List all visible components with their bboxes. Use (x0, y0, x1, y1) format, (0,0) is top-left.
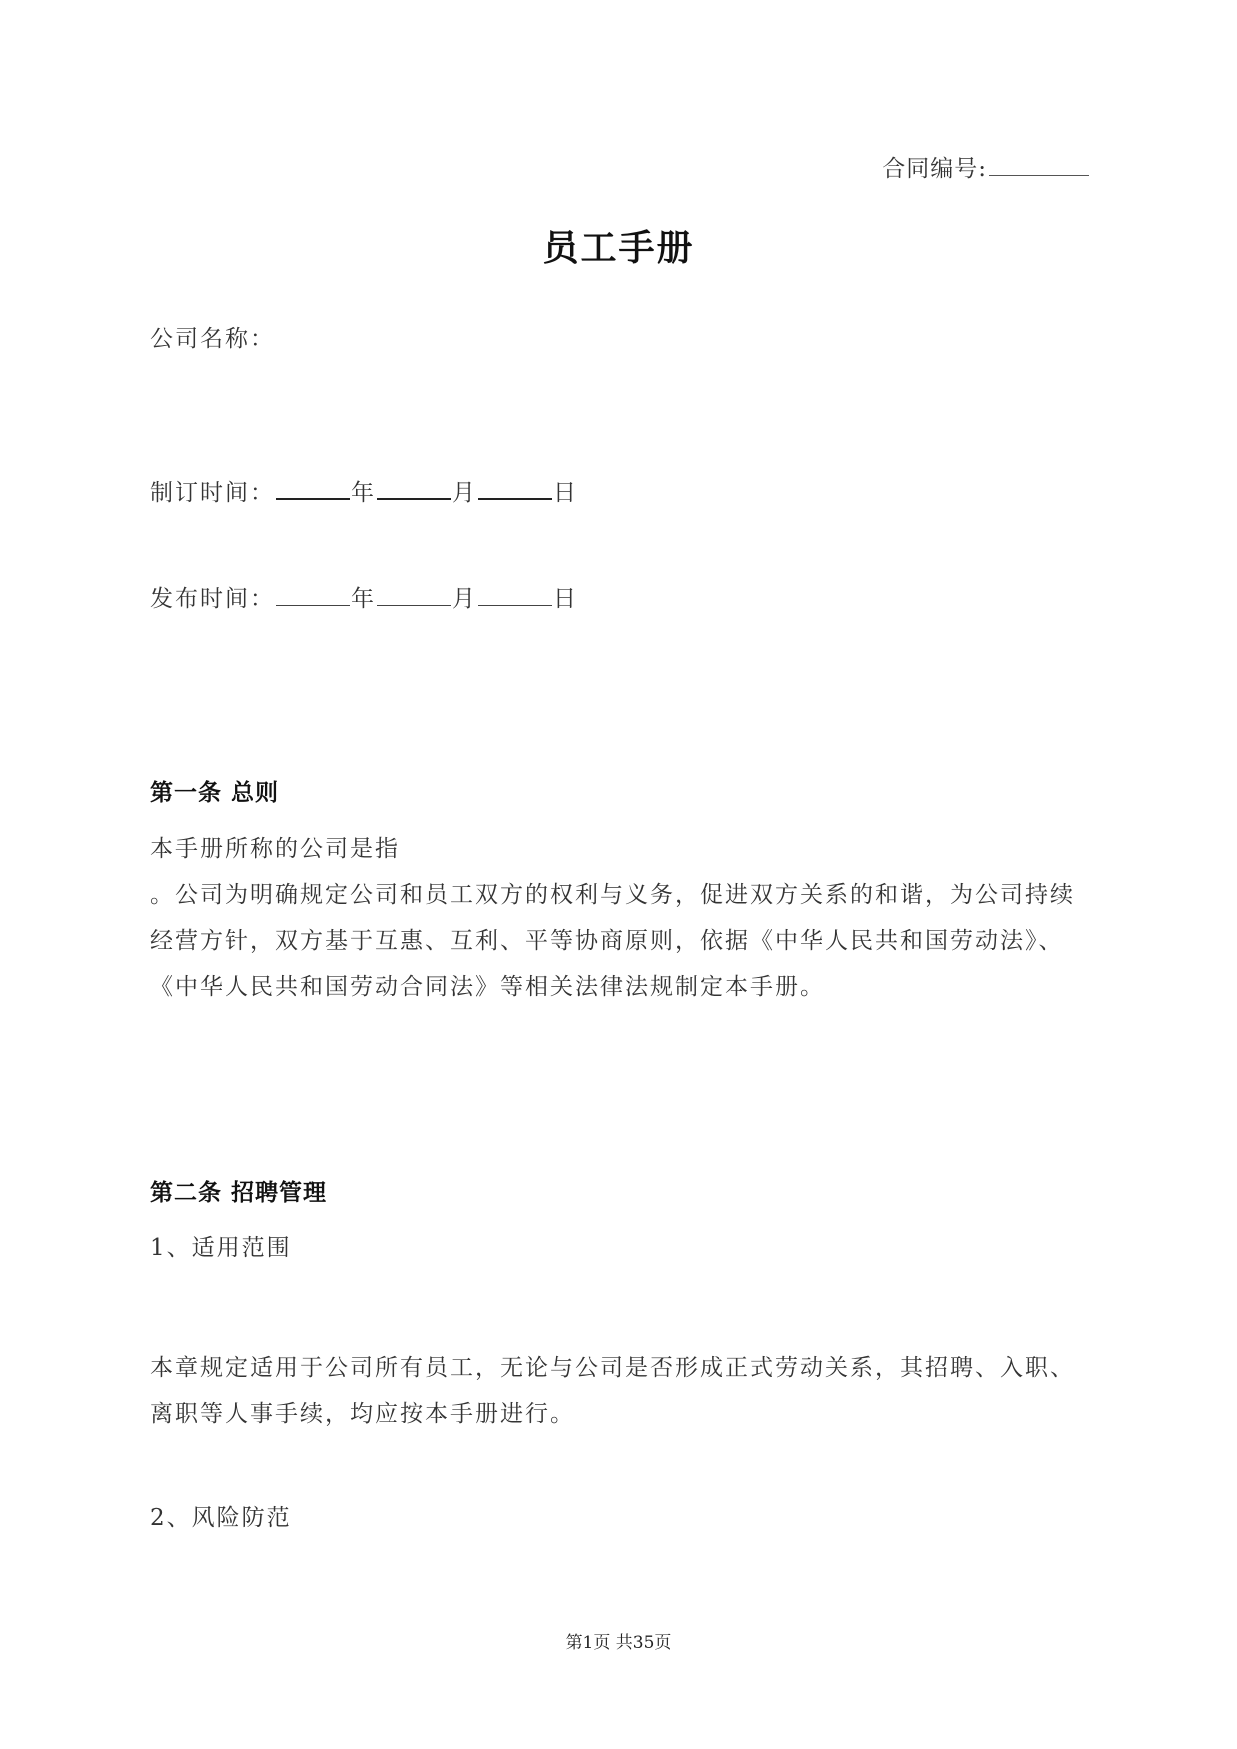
month-label: 月 (452, 480, 477, 506)
section-1-body (150, 826, 1075, 1010)
company-name-field (150, 320, 275, 353)
published-date-line (150, 580, 578, 613)
day-label: 日 (553, 586, 578, 612)
item-2-title: 2、风险防范 (150, 1505, 292, 1531)
drafted-month-blank[interactable] (377, 476, 451, 500)
contract-number-label: 合同编号: (882, 156, 987, 182)
year-label: 年 (351, 480, 376, 506)
drafted-year-blank[interactable] (276, 476, 350, 500)
section-1-heading: 第一条 总则 (150, 780, 280, 806)
published-year-blank[interactable] (276, 583, 350, 606)
contract-number-blank[interactable] (989, 155, 1089, 176)
page-number: 第1页 共35页 (565, 1633, 672, 1653)
paragraph-line: 本章规定适用于公司所有员工，无论与公司是否形成正式劳动关系，其招聘、入职、 (150, 1355, 1075, 1381)
published-day-blank[interactable] (478, 583, 552, 606)
drafted-label: 制订时间： (150, 480, 275, 506)
paragraph-line: 本手册所称的公司是指 (150, 836, 400, 862)
published-month-blank[interactable] (377, 583, 451, 606)
item-1-body (150, 1345, 1075, 1437)
drafted-date-line (150, 474, 578, 507)
document-title: 员工手册 (542, 228, 695, 269)
paragraph-line: 。公司为明确规定公司和员工双方的权利与义务，促进双方关系的和谐，为公司持续 (150, 882, 1075, 908)
year-label: 年 (351, 586, 376, 612)
published-label: 发布时间： (150, 586, 275, 612)
paragraph-line: 《中华人民共和国劳动合同法》等相关法律法规制定本手册。 (150, 974, 825, 1000)
item-1-title: 1、适用范围 (150, 1235, 292, 1261)
paragraph-line: 离职等人事手续，均应按本手册进行。 (150, 1401, 575, 1427)
paragraph-line: 经营方针，双方基于互惠、互利、平等协商原则，依据《中华人民共和国劳动法》、 (150, 928, 1064, 954)
section-2-heading: 第二条 招聘管理 (150, 1180, 328, 1206)
day-label: 日 (553, 480, 578, 506)
company-name-label: 公司名称： (150, 326, 275, 352)
drafted-day-blank[interactable] (478, 476, 552, 500)
month-label: 月 (452, 586, 477, 612)
contract-number (882, 150, 1089, 183)
